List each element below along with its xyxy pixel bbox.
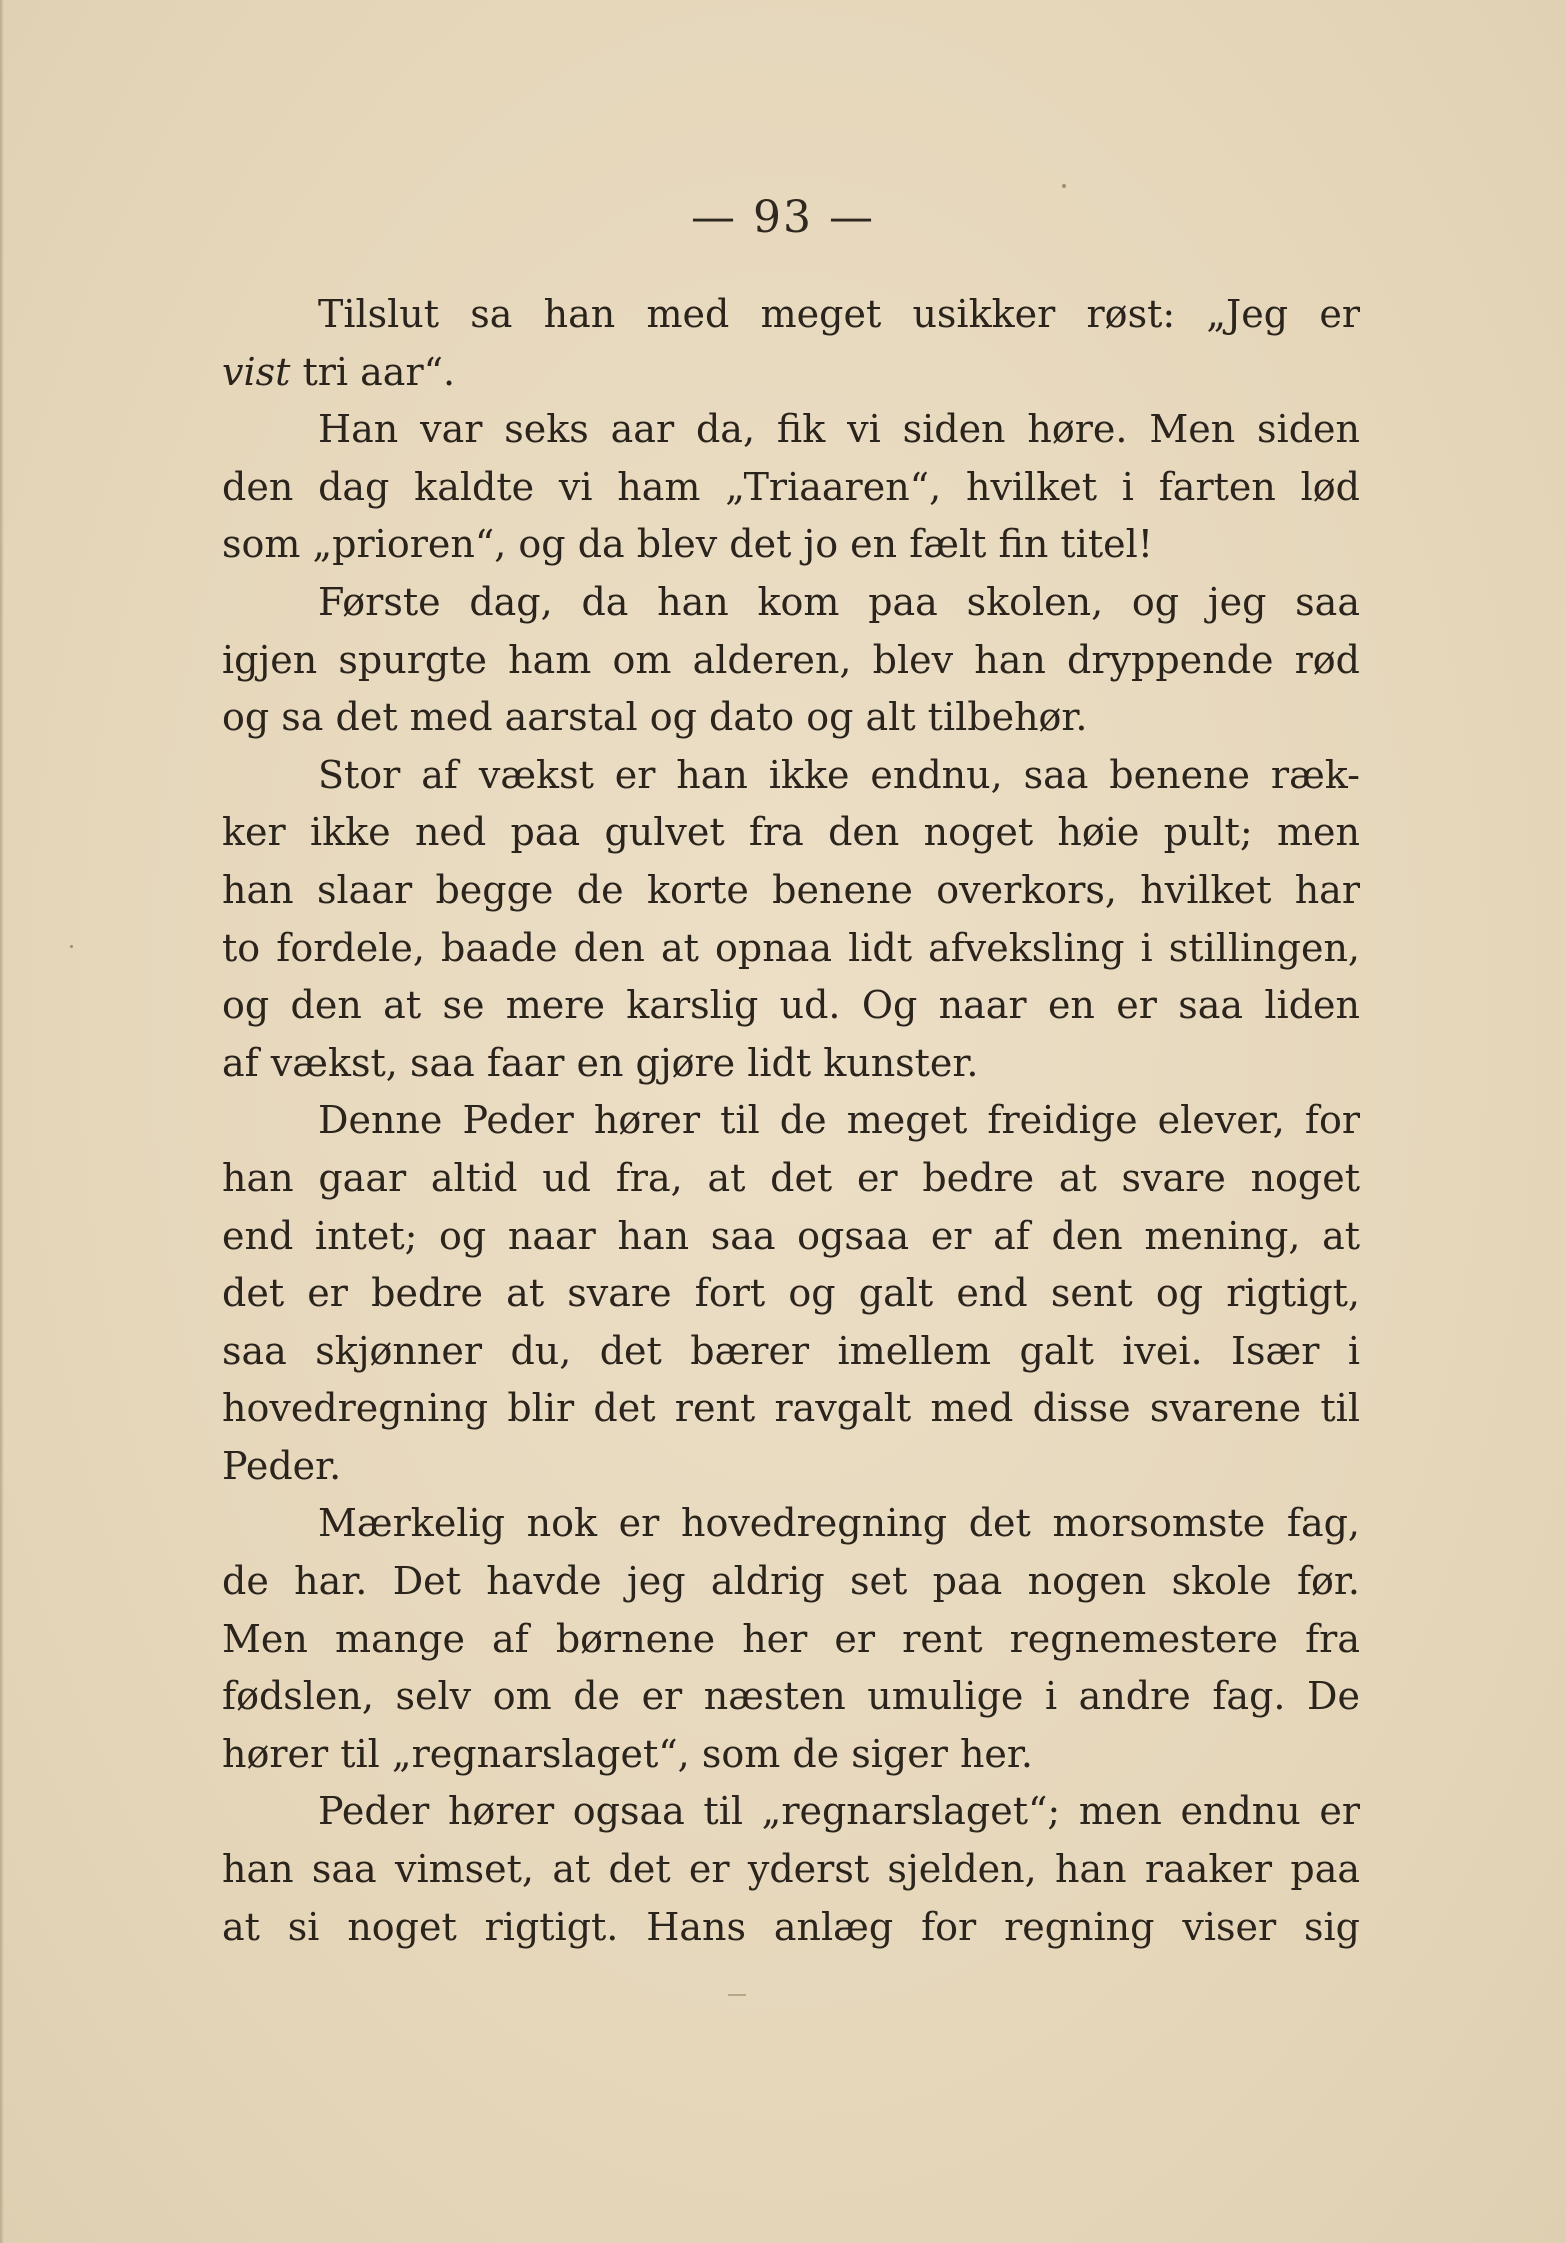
text-line (222, 1438, 1360, 1496)
line-text: Tilslut sa han med meget usikker røst: „Jeg er (318, 292, 1360, 336)
line-text: Stor af vækst er han ikke endnu, saa benene ræk- (318, 752, 1360, 797)
text-line (222, 1668, 1360, 1726)
line-text: to fordele, baade den at opnaa lidt afveksling i stillingen, (222, 925, 1360, 970)
text-line (222, 689, 1360, 747)
line-text: det er bedre at svare fort og galt end sent og rigtigt, (222, 1271, 1360, 1316)
line-text: igjen spurgte ham om alderen, blev han dryppende rød (222, 637, 1360, 682)
line-text: han slaar begge de korte benene overkors, hvilket har (222, 867, 1360, 912)
line-text: hovedregning blir det rent ravgalt med disse svarene til (222, 1386, 1360, 1431)
line-text: Mærkelig nok er hovedregning det morsomste fag, (318, 1501, 1360, 1546)
text-line (222, 804, 1360, 862)
line-text: saa skjønner du, det bærer imellem galt ivei. Især i (222, 1328, 1360, 1373)
text-line (222, 1783, 1360, 1841)
text-line (222, 1323, 1360, 1381)
paper-speck (1062, 184, 1066, 188)
printer-mark (728, 1994, 746, 1996)
text-line (222, 862, 1360, 920)
text-line (222, 1726, 1360, 1784)
line-text: Denne Peder hører til de meget freidige elever, for (318, 1098, 1360, 1143)
text-line (222, 1899, 1360, 1957)
line-text: som „prioren“, og da blev det jo en fælt fin titel! (222, 522, 1153, 567)
line-text: af vækst, saa faar en gjøre lidt kunster. (222, 1040, 979, 1085)
text-line (222, 1841, 1360, 1899)
italic-word: vist (222, 349, 291, 394)
text-line (222, 459, 1360, 517)
line-text: ker ikke ned paa gulvet fra den noget høie pult; men (222, 810, 1360, 855)
text-line (222, 574, 1360, 632)
text-line (222, 1553, 1360, 1611)
line-text: hører til „regnarslaget“, som de siger her. (222, 1731, 1033, 1776)
line-text: at si noget rigtigt. Hans anlæg for regning viser sig (222, 1904, 1360, 1949)
line-text: den dag kaldte vi ham „Triaaren“, hvilket i farten lød (222, 464, 1360, 509)
text-line (222, 1611, 1360, 1669)
line-text: Men mange af børnene her er rent regnemestere fra (222, 1616, 1360, 1661)
page-number: — 93 — (691, 192, 875, 243)
line-text: Han var seks aar da, fik vi siden høre. Men siden (318, 407, 1360, 452)
line-text: tri aar“. (290, 349, 456, 394)
line-text: Peder. (222, 1443, 342, 1488)
text-line (222, 632, 1360, 690)
text-line (222, 516, 1360, 574)
body-text (222, 286, 1360, 1956)
line-text: de har. Det havde jeg aldrig set paa nogen skole før. (222, 1559, 1360, 1604)
text-line (222, 1208, 1360, 1266)
text-line (222, 977, 1360, 1035)
text-line (222, 344, 1360, 402)
text-line (222, 1092, 1360, 1150)
page-edge (0, 0, 4, 2243)
text-line (222, 1150, 1360, 1208)
line-text: Peder hører ogsaa til „regnarslaget“; men endnu er (318, 1789, 1360, 1834)
line-text: Første dag, da han kom paa skolen, og jeg saa (318, 579, 1360, 624)
text-line (222, 1380, 1360, 1438)
line-text: han saa vimset, at det er yderst sjelden, han raaker paa (222, 1847, 1360, 1892)
text-line (222, 1265, 1360, 1323)
line-text: og den at se mere karslig ud. Og naar en er saa liden (222, 983, 1360, 1028)
text-line (222, 286, 1360, 344)
text-line (222, 1495, 1360, 1553)
paper-speck (70, 945, 73, 948)
text-line (222, 1035, 1360, 1093)
text-line (222, 747, 1360, 805)
line-text: fødslen, selv om de er næsten umulige i andre fag. De (222, 1674, 1360, 1719)
text-line (222, 920, 1360, 978)
text-line (222, 401, 1360, 459)
line-text: han gaar altid ud fra, at det er bedre at svare noget (222, 1155, 1360, 1200)
line-text: end intet; og naar han saa ogsaa er af den mening, at (222, 1213, 1360, 1258)
line-text: og sa det med aarstal og dato og alt tilbehør. (222, 695, 1088, 740)
